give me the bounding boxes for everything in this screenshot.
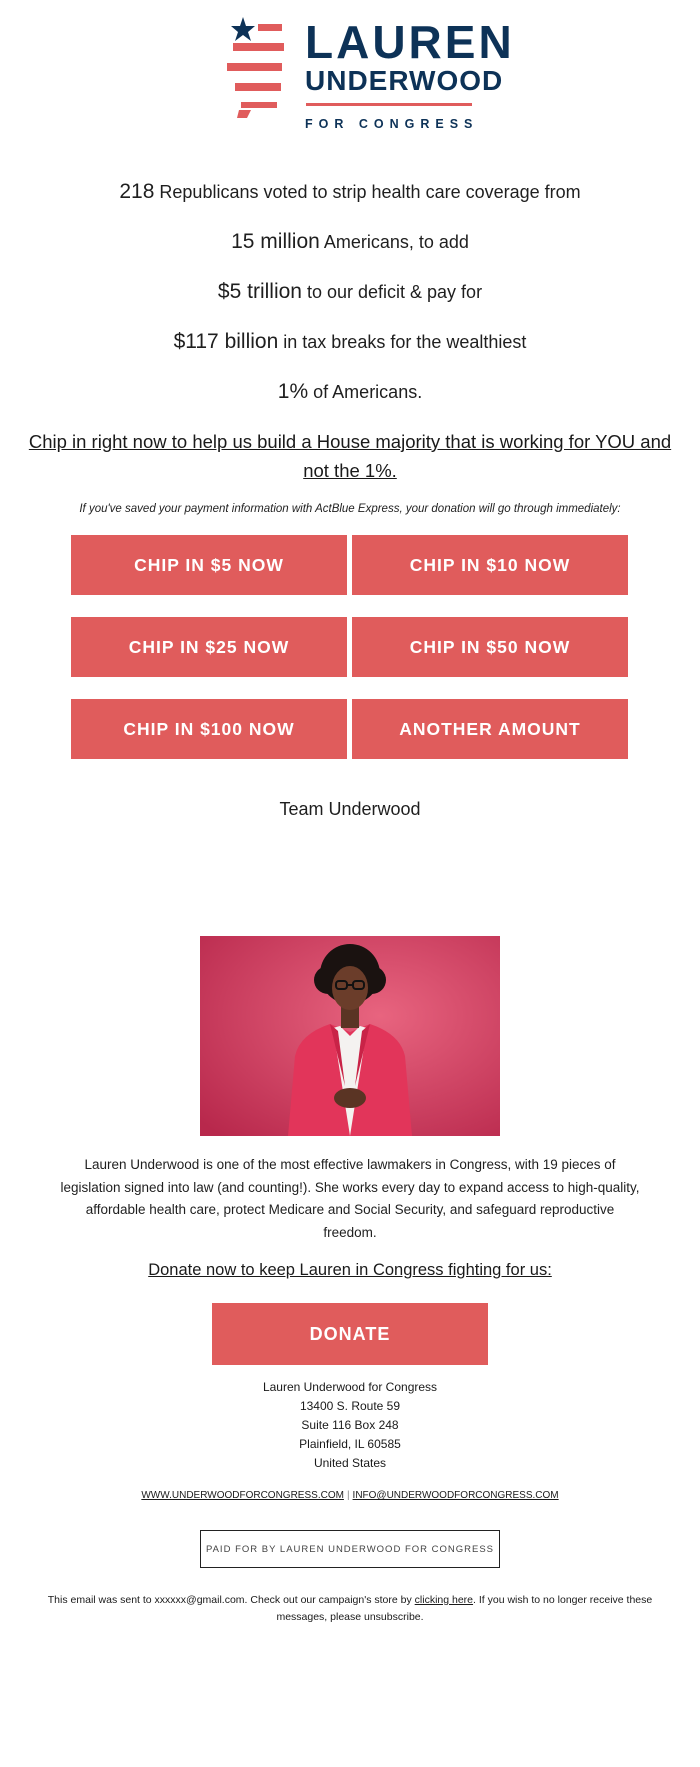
- headline-text: Republicans voted to strip health care coverage from: [154, 182, 581, 202]
- headline-line: [0, 330, 700, 354]
- address-line: Plainfield, IL 60585: [299, 1437, 401, 1451]
- email-link[interactable]: INFO@UNDERWOODFORCONGRESS.COM: [352, 1490, 559, 1501]
- another-amount-button[interactable]: ANOTHER AMOUNT: [352, 699, 628, 759]
- donate-now-link[interactable]: Donate now to keep Lauren in Congress fighting for us:: [148, 1261, 552, 1279]
- campaign-logo: [225, 14, 515, 139]
- headline-line: [0, 280, 700, 304]
- address-line: United States: [313, 1456, 387, 1470]
- chip-in-5-button[interactable]: CHIP IN $5 NOW: [71, 535, 347, 595]
- donate-button[interactable]: DONATE: [212, 1303, 488, 1365]
- headline-figure: 15 million: [231, 230, 320, 253]
- logo-name-first: LAUREN: [305, 16, 515, 68]
- mailing-address: [0, 1378, 700, 1473]
- address-line: 13400 S. Route 59: [299, 1399, 401, 1413]
- footer-text-start: This email was sent to xxxxxx@gmail.com. Check out our campaign's store by: [47, 1594, 415, 1606]
- footer-text-end: . If you wish to no longer receive these messages, please unsubscribe.: [276, 1594, 653, 1623]
- website-link[interactable]: WWW.UNDERWOODFORCONGRESS.COM: [141, 1490, 344, 1501]
- logo-divider: [306, 103, 472, 106]
- footer-links: [0, 1490, 700, 1501]
- paid-for-disclaimer: PAID FOR BY LAUREN UNDERWOOD FOR CONGRESS: [200, 1530, 500, 1568]
- headline-text: of Americans.: [308, 382, 423, 402]
- signoff: Team Underwood: [279, 799, 421, 819]
- store-link[interactable]: clicking here: [414, 1594, 474, 1606]
- headline-line: [0, 180, 700, 204]
- chip-in-25-button[interactable]: CHIP IN $25 NOW: [71, 617, 347, 677]
- headline-figure: 218: [119, 180, 155, 203]
- address-line: Lauren Underwood for Congress: [262, 1380, 438, 1394]
- candidate-bio: Lauren Underwood is one of the most effective lawmakers in Congress, with 19 pieces of legislation signed into law (and counting!). She works every day to expand access to high-quality, affordable health care, protect Medicare and Social Security, and safeguard reproductive freedom.: [60, 1157, 640, 1240]
- headline-text: Americans, to add: [319, 232, 469, 252]
- address-line: Suite 116 Box 248: [301, 1418, 399, 1432]
- headline-text: in tax breaks for the wealthiest: [278, 332, 527, 352]
- chip-in-50-button[interactable]: CHIP IN $50 NOW: [352, 617, 628, 677]
- headline-figure: $117 billion: [173, 330, 279, 353]
- headline-text: to our deficit & pay for: [301, 282, 483, 302]
- headline-line: [0, 230, 700, 254]
- chip-in-100-button[interactable]: CHIP IN $100 NOW: [71, 699, 347, 759]
- logo-name-last: UNDERWOOD: [305, 65, 504, 96]
- logo-tagline: FOR CONGRESS: [305, 117, 479, 131]
- link-separator: |: [346, 1490, 350, 1501]
- chip-in-10-button[interactable]: CHIP IN $10 NOW: [352, 535, 628, 595]
- illinois-flag-star-icon: [225, 14, 289, 124]
- actblue-express-note: If you've saved your payment information with ActBlue Express, your donation will go through immediately:: [79, 503, 621, 515]
- chip-in-link[interactable]: Chip in right now to help us build a House majority that is working for YOU and not the 1%.: [28, 431, 672, 481]
- footer-text: [25, 1592, 675, 1626]
- candidate-photo: [200, 936, 500, 1136]
- headline-figure: $5 trillion: [217, 280, 302, 303]
- headline-figure: 1%: [277, 380, 309, 403]
- headline-line: [0, 380, 700, 404]
